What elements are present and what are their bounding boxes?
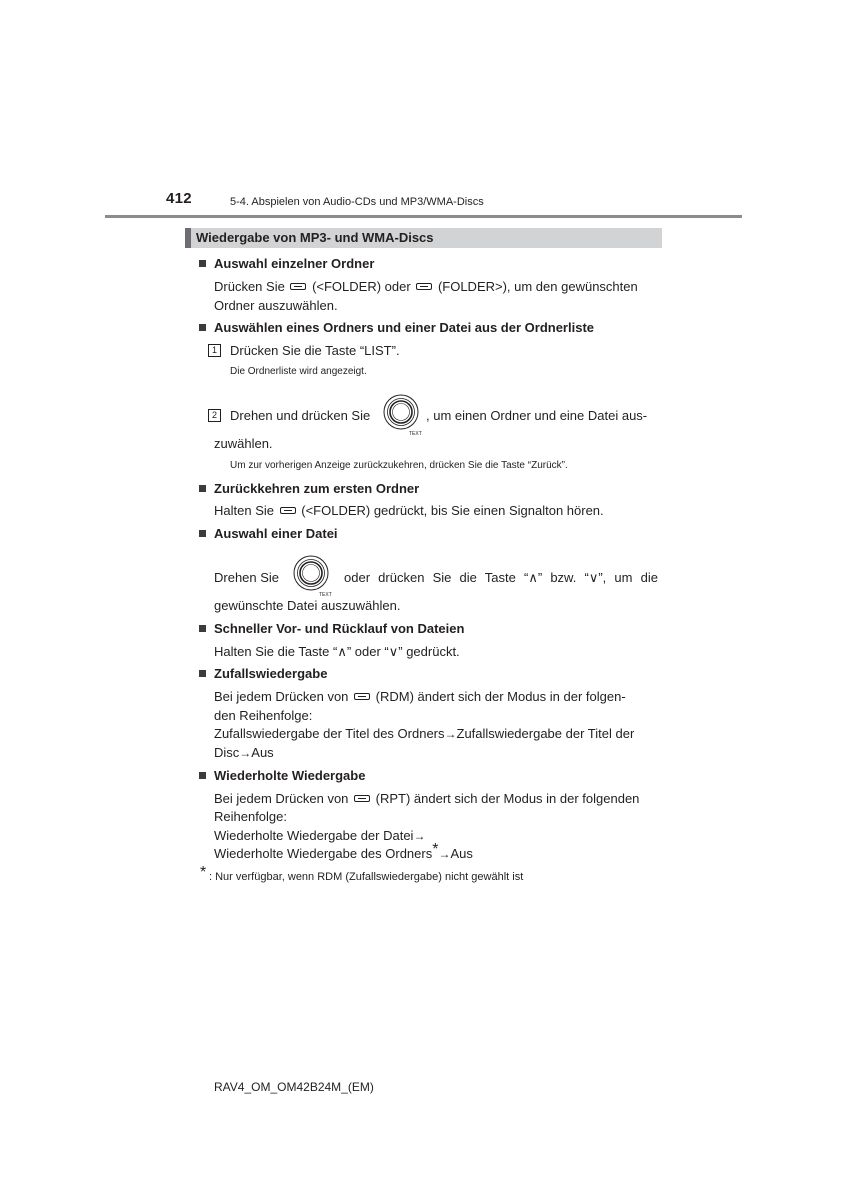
knob-label: TEXT bbox=[319, 592, 332, 598]
footnote-asterisk: * bbox=[200, 864, 207, 881]
step2-note: Um zur vorherigen Anzeige zurückzukehren, drücken Sie die Taste “Zurück”. bbox=[230, 460, 568, 471]
step-number-1: 1 bbox=[208, 344, 221, 357]
bullet-square-icon bbox=[199, 260, 206, 267]
tune-knob-icon bbox=[290, 553, 336, 599]
repeat-line3: Wiederholte Wiedergabe der Datei→ bbox=[214, 828, 426, 843]
heading-fast-forward: Schneller Vor- und Rücklauf von Dateien bbox=[214, 621, 465, 636]
page-number: 412 bbox=[166, 190, 192, 207]
arrow-right-icon: → bbox=[438, 847, 451, 861]
first-folder-text: Halten Sie (<FOLDER) gedrückt, bis Sie einen Signalton hören. bbox=[214, 503, 604, 518]
heading-first-folder: Zurückkehren zum ersten Ordner bbox=[214, 481, 420, 496]
step1-text: Drücken Sie die Taste “LIST”. bbox=[230, 343, 400, 358]
random-line3: Zufallswiedergabe der Titel des Ordners→Zufallswiedergabe der Titel der bbox=[214, 726, 635, 741]
heading-random: Zufallswiedergabe bbox=[214, 666, 328, 681]
knob-label: TEXT bbox=[409, 431, 422, 437]
random-line4: Disc→Aus bbox=[214, 745, 274, 760]
arrow-right-icon: → bbox=[413, 829, 426, 843]
step2-text-c: zuwählen. bbox=[214, 436, 273, 451]
file-select-text-b: oder drücken Sie die Taste “∧” bzw. “∨”, um die bbox=[344, 570, 658, 585]
footnote-text: : Nur verfügbar, wenn RDM (Zufallswiedergabe) nicht gewählt ist bbox=[209, 871, 524, 883]
repeat-line4: Wiederholte Wiedergabe des Ordners*→Aus bbox=[214, 841, 473, 861]
heading-repeat: Wiederholte Wiedergabe bbox=[214, 768, 366, 783]
bullet-square-icon bbox=[199, 625, 206, 632]
repeat-line2: Reihenfolge: bbox=[214, 809, 287, 824]
tune-knob-icon bbox=[380, 392, 426, 438]
folder-button-icon bbox=[280, 507, 296, 514]
file-select-line2: gewünschte Datei auszuwählen. bbox=[214, 598, 401, 613]
step2-text-a: Drehen und drücken Sie bbox=[230, 408, 371, 423]
file-select-text-a: Drehen Sie bbox=[214, 570, 280, 585]
bullet-square-icon bbox=[199, 530, 206, 537]
folder-select-line1: Drücken Sie (<FOLDER) oder (FOLDER>), um den gewünschten bbox=[214, 279, 638, 294]
random-line1: Bei jedem Drücken von (RDM) ändert sich der Modus in der folgen- bbox=[214, 689, 626, 704]
bullet-square-icon bbox=[199, 485, 206, 492]
document-code: RAV4_OM_OM42B24M_(EM) bbox=[214, 1080, 374, 1094]
bullet-square-icon bbox=[199, 324, 206, 331]
folder-button-icon bbox=[416, 283, 432, 290]
fast-forward-text: Halten Sie die Taste “∧” oder “∨” gedrückt. bbox=[214, 644, 460, 659]
heading-file-select: Auswahl einer Datei bbox=[214, 526, 338, 541]
folder-select-line2: Ordner auszuwählen. bbox=[214, 298, 338, 313]
step1-note: Die Ordnerliste wird angezeigt. bbox=[230, 366, 367, 377]
step2-text-b: , um einen Ordner und eine Datei aus- bbox=[426, 408, 648, 423]
heading-folder-list: Auswählen eines Ordners und einer Datei aus der Ordnerliste bbox=[214, 320, 595, 335]
running-title: 5-4. Abspielen von Audio-CDs und MP3/WMA-Discs bbox=[230, 196, 484, 208]
section-title: Wiedergabe von MP3- und WMA-Discs bbox=[185, 228, 662, 248]
bullet-square-icon bbox=[199, 772, 206, 779]
random-line2: den Reihenfolge: bbox=[214, 708, 313, 723]
rdm-button-icon bbox=[354, 693, 370, 700]
folder-button-icon bbox=[290, 283, 306, 290]
arrow-right-icon: → bbox=[444, 727, 457, 741]
repeat-line1: Bei jedem Drücken von (RPT) ändert sich der Modus in der folgenden bbox=[214, 791, 640, 806]
header-rule bbox=[105, 215, 742, 218]
bullet-square-icon bbox=[199, 670, 206, 677]
arrow-right-icon: → bbox=[239, 746, 252, 760]
step-number-2: 2 bbox=[208, 409, 221, 422]
asterisk-mark: * bbox=[432, 841, 439, 858]
heading-folder-select: Auswahl einzelner Ordner bbox=[214, 256, 375, 271]
rpt-button-icon bbox=[354, 795, 370, 802]
